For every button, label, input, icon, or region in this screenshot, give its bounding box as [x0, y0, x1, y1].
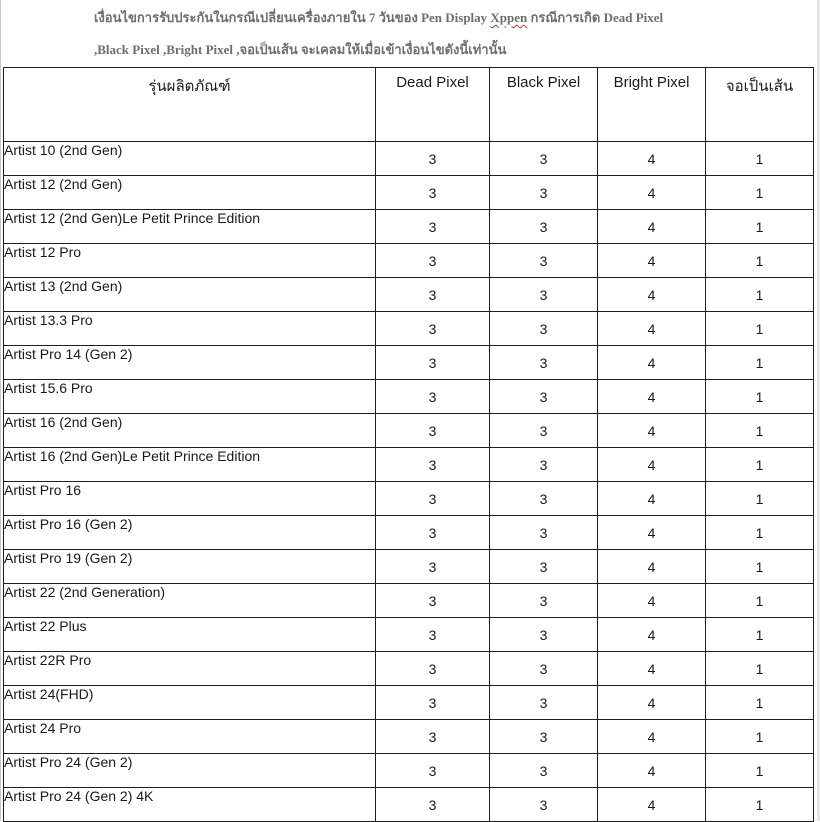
- line-defect-cell: 1: [706, 618, 814, 652]
- model-cell: Artist 13.3 Pro: [4, 312, 376, 346]
- table-row: [4, 550, 814, 584]
- header-dead-pixel: Dead Pixel: [376, 68, 490, 142]
- black-pixel-cell: 3: [490, 210, 598, 244]
- dead-pixel-cell: 3: [376, 652, 490, 686]
- line-defect-cell: 1: [706, 754, 814, 788]
- black-pixel-cell: 3: [490, 278, 598, 312]
- page-left-edge: [0, 0, 1, 821]
- black-pixel-cell: 3: [490, 448, 598, 482]
- model-cell: Artist 22 Plus: [4, 618, 376, 652]
- line-defect-cell: 1: [706, 346, 814, 380]
- dead-pixel-cell: 3: [376, 414, 490, 448]
- bright-pixel-cell: 4: [598, 176, 706, 210]
- table-row: [4, 278, 814, 312]
- heading-line-1-text: เงื่อนไขการรับประกันในกรณีเปลี่ยนเครื่องภายใน 7 วันของ Pen Display: [94, 10, 491, 25]
- bright-pixel-cell: 4: [598, 278, 706, 312]
- bright-pixel-cell: 4: [598, 448, 706, 482]
- line-defect-cell: 1: [706, 448, 814, 482]
- table-row: [4, 142, 814, 176]
- table-row: [4, 448, 814, 482]
- model-cell: Artist Pro 16: [4, 482, 376, 516]
- line-defect-cell: 1: [706, 516, 814, 550]
- dead-pixel-cell: 3: [376, 380, 490, 414]
- line-defect-cell: 1: [706, 142, 814, 176]
- line-defect-cell: 1: [706, 210, 814, 244]
- table-row: [4, 584, 814, 618]
- table-row: [4, 210, 814, 244]
- bright-pixel-cell: 4: [598, 652, 706, 686]
- bright-pixel-cell: 4: [598, 584, 706, 618]
- line-defect-cell: 1: [706, 244, 814, 278]
- table-row: [4, 618, 814, 652]
- line-defect-cell: 1: [706, 550, 814, 584]
- black-pixel-cell: 3: [490, 754, 598, 788]
- header-line-defect: จอเป็นเส้น: [706, 68, 814, 142]
- black-pixel-cell: 3: [490, 720, 598, 754]
- model-cell: Artist 24 Pro: [4, 720, 376, 754]
- bright-pixel-cell: 4: [598, 346, 706, 380]
- dead-pixel-cell: 3: [376, 550, 490, 584]
- black-pixel-cell: 3: [490, 686, 598, 720]
- dead-pixel-cell: 3: [376, 210, 490, 244]
- bright-pixel-cell: 4: [598, 686, 706, 720]
- dead-pixel-cell: 3: [376, 584, 490, 618]
- line-defect-cell: 1: [706, 278, 814, 312]
- table-header-row: [4, 68, 814, 142]
- bright-pixel-cell: 4: [598, 482, 706, 516]
- bright-pixel-cell: 4: [598, 550, 706, 584]
- model-cell: Artist 22 (2nd Generation): [4, 584, 376, 618]
- bright-pixel-cell: 4: [598, 618, 706, 652]
- model-cell: Artist 12 Pro: [4, 244, 376, 278]
- model-cell: Artist Pro 16 (Gen 2): [4, 516, 376, 550]
- model-cell: Artist 16 (2nd Gen)Le Petit Prince Edition: [4, 448, 376, 482]
- black-pixel-cell: 3: [490, 482, 598, 516]
- line-defect-cell: 1: [706, 380, 814, 414]
- dead-pixel-cell: 3: [376, 176, 490, 210]
- header-product-model: รุ่นผลิตภัณฑ์: [4, 68, 376, 142]
- heading-line-1-tail: กรณีการเกิด Dead Pixel: [527, 10, 664, 25]
- table-row: [4, 176, 814, 210]
- line-defect-cell: 1: [706, 788, 814, 822]
- heading-line-1: [94, 2, 804, 34]
- bright-pixel-cell: 4: [598, 788, 706, 822]
- header-bright-pixel: Bright Pixel: [598, 68, 706, 142]
- model-cell: Artist Pro 24 (Gen 2) 4K: [4, 788, 376, 822]
- model-cell: Artist 12 (2nd Gen)Le Petit Prince Edition: [4, 210, 376, 244]
- black-pixel-cell: 3: [490, 244, 598, 278]
- model-cell: Artist 24(FHD): [4, 686, 376, 720]
- dead-pixel-cell: 3: [376, 788, 490, 822]
- bright-pixel-cell: 4: [598, 516, 706, 550]
- table-row: [4, 516, 814, 550]
- line-defect-cell: 1: [706, 414, 814, 448]
- dead-pixel-cell: 3: [376, 618, 490, 652]
- line-defect-cell: 1: [706, 482, 814, 516]
- table-row: [4, 312, 814, 346]
- dead-pixel-cell: 3: [376, 516, 490, 550]
- bright-pixel-cell: 4: [598, 210, 706, 244]
- table-row: [4, 788, 814, 822]
- model-cell: Artist 15.6 Pro: [4, 380, 376, 414]
- black-pixel-cell: 3: [490, 550, 598, 584]
- dead-pixel-cell: 3: [376, 482, 490, 516]
- warranty-pixel-table: [3, 67, 814, 822]
- table-row: [4, 686, 814, 720]
- heading-line-2: ,Black Pixel ,Bright Pixel ,จอเป็นเส้น จะเคลมให้เมื่อเข้าเงื่อนไขดังนี้เท่านั้น: [94, 42, 507, 57]
- black-pixel-cell: 3: [490, 176, 598, 210]
- black-pixel-cell: 3: [490, 312, 598, 346]
- line-defect-cell: 1: [706, 720, 814, 754]
- black-pixel-cell: 3: [490, 584, 598, 618]
- header-black-pixel: Black Pixel: [490, 68, 598, 142]
- line-defect-cell: 1: [706, 312, 814, 346]
- model-cell: Artist Pro 19 (Gen 2): [4, 550, 376, 584]
- document-heading: [94, 2, 804, 66]
- table-body: [4, 142, 814, 822]
- table-row: [4, 380, 814, 414]
- table-row: [4, 720, 814, 754]
- bright-pixel-cell: 4: [598, 414, 706, 448]
- black-pixel-cell: 3: [490, 788, 598, 822]
- line-defect-cell: 1: [706, 584, 814, 618]
- model-cell: Artist 13 (2nd Gen): [4, 278, 376, 312]
- black-pixel-cell: 3: [490, 414, 598, 448]
- table-row: [4, 482, 814, 516]
- dead-pixel-cell: 3: [376, 278, 490, 312]
- black-pixel-cell: 3: [490, 652, 598, 686]
- model-cell: Artist 22R Pro: [4, 652, 376, 686]
- heading-brand-misspelled[interactable]: Xppen: [490, 10, 528, 25]
- model-cell: Artist 10 (2nd Gen): [4, 142, 376, 176]
- dead-pixel-cell: 3: [376, 754, 490, 788]
- model-cell: Artist Pro 14 (Gen 2): [4, 346, 376, 380]
- table-row: [4, 754, 814, 788]
- dead-pixel-cell: 3: [376, 686, 490, 720]
- model-cell: Artist 16 (2nd Gen): [4, 414, 376, 448]
- table-row: [4, 652, 814, 686]
- dead-pixel-cell: 3: [376, 346, 490, 380]
- black-pixel-cell: 3: [490, 346, 598, 380]
- table-row: [4, 346, 814, 380]
- line-defect-cell: 1: [706, 686, 814, 720]
- model-cell: Artist Pro 24 (Gen 2): [4, 754, 376, 788]
- dead-pixel-cell: 3: [376, 244, 490, 278]
- black-pixel-cell: 3: [490, 380, 598, 414]
- dead-pixel-cell: 3: [376, 720, 490, 754]
- dead-pixel-cell: 3: [376, 448, 490, 482]
- dead-pixel-cell: 3: [376, 142, 490, 176]
- table-row: [4, 414, 814, 448]
- bright-pixel-cell: 4: [598, 754, 706, 788]
- black-pixel-cell: 3: [490, 618, 598, 652]
- bright-pixel-cell: 4: [598, 142, 706, 176]
- model-cell: Artist 12 (2nd Gen): [4, 176, 376, 210]
- black-pixel-cell: 3: [490, 516, 598, 550]
- line-defect-cell: 1: [706, 652, 814, 686]
- table-row: [4, 244, 814, 278]
- line-defect-cell: 1: [706, 176, 814, 210]
- bright-pixel-cell: 4: [598, 380, 706, 414]
- bright-pixel-cell: 4: [598, 720, 706, 754]
- bright-pixel-cell: 4: [598, 312, 706, 346]
- dead-pixel-cell: 3: [376, 312, 490, 346]
- black-pixel-cell: 3: [490, 142, 598, 176]
- bright-pixel-cell: 4: [598, 244, 706, 278]
